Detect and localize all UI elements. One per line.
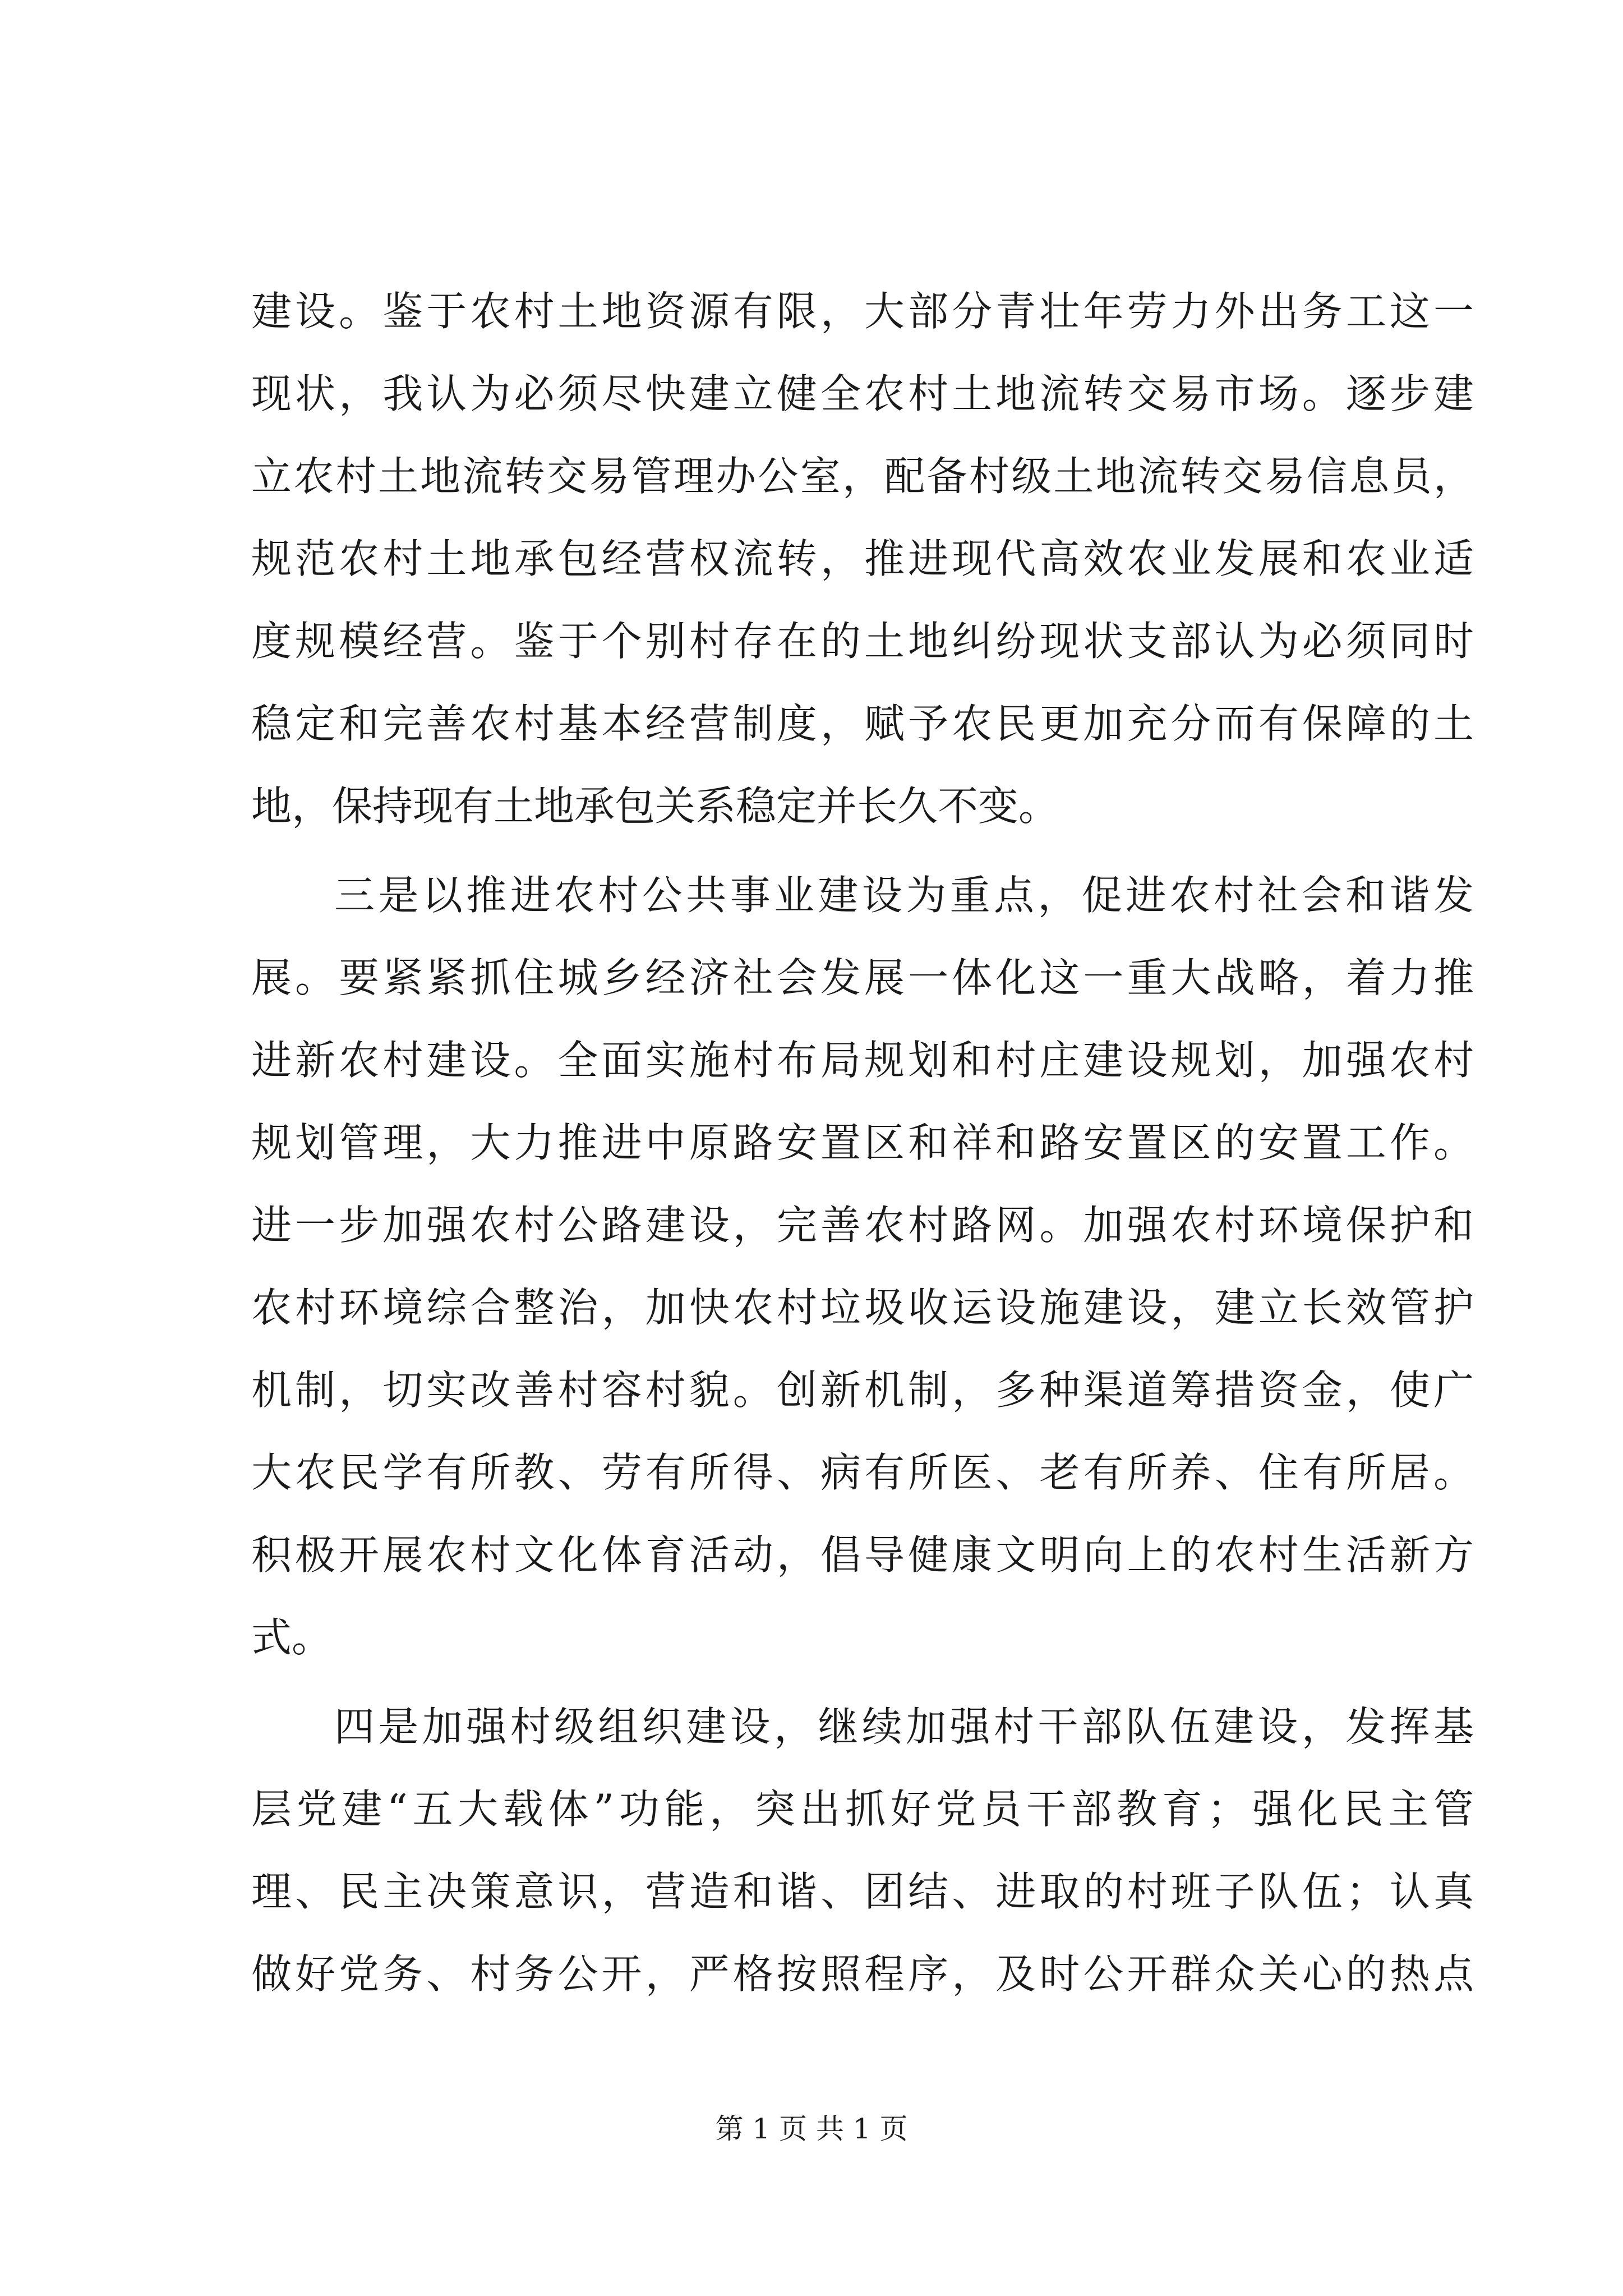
text-line: 地，保持现有土地承包关系稳定并长久不变。 xyxy=(251,783,1059,830)
text-line: 稳定和完善农村基本经营制度，赋予农民更加充分而有保障的土 xyxy=(251,700,1474,747)
text-line: 做好党务、村务公开，严格按照程序，及时公开群众关心的热点 xyxy=(251,1950,1474,1998)
paragraph xyxy=(251,270,1474,848)
text-line: 大农民学有所教、劳有所得、病有所医、老有所养、住有所居。 xyxy=(251,1449,1474,1496)
text-line: 现状，我认为必须尽快建立健全农村土地流转交易市场。逐步建 xyxy=(251,370,1474,417)
text-line: 立农村土地流转交易管理办公室，配备村级土地流转交易信息员， xyxy=(251,453,1474,500)
paragraph xyxy=(251,1686,1474,2016)
body-text xyxy=(251,270,1474,2016)
text-line: 积极开展农村文化体育活动，倡导健康文明向上的农村生活新方 xyxy=(251,1531,1474,1579)
text-line: 规划管理，大力推进中原路安置区和祥和路安置区的安置工作。 xyxy=(251,1119,1474,1166)
text-line: 展。要紧紧抓住城乡经济社会发展一体化这一重大战略，着力推 xyxy=(251,954,1474,1001)
text-line: 进一步加强农村公路建设，完善农村路网。加强农村环境保护和 xyxy=(251,1202,1474,1249)
text-line: 农村环境综合整治，加快农村垃圾收运设施建设，建立长效管护 xyxy=(251,1284,1474,1331)
text-line: 建设。鉴于农村土地资源有限，大部分青壮年劳力外出务工这一 xyxy=(251,288,1474,335)
text-line: 层党建“五大载体”功能，突出抓好党员干部教育；强化民主管 xyxy=(251,1786,1474,1833)
text-line: 式。 xyxy=(251,1614,333,1661)
text-line: 理、民主决策意识，营造和谐、团结、进取的村班子队伍；认真 xyxy=(251,1868,1474,1915)
page-footer: 第 1 页 共 1 页 xyxy=(715,2113,908,2145)
text-line: 机制，切实改善村容村貌。创新机制，多种渠道筹措资金，使广 xyxy=(251,1366,1474,1414)
paragraph xyxy=(251,854,1474,1679)
text-line: 三是以推进农村公共事业建设为重点，促进农村社会和谐发 xyxy=(334,872,1474,919)
text-line: 度规模经营。鉴于个别村存在的土地纠纷现状支部认为必须同时 xyxy=(251,618,1474,665)
text-line: 规范农村土地承包经营权流转，推进现代高效农业发展和农业适 xyxy=(251,535,1474,582)
text-line: 四是加强村级组织建设，继续加强村干部队伍建设，发挥基 xyxy=(334,1703,1474,1750)
text-line: 进新农村建设。全面实施村布局规划和村庄建设规划，加强农村 xyxy=(251,1037,1474,1084)
